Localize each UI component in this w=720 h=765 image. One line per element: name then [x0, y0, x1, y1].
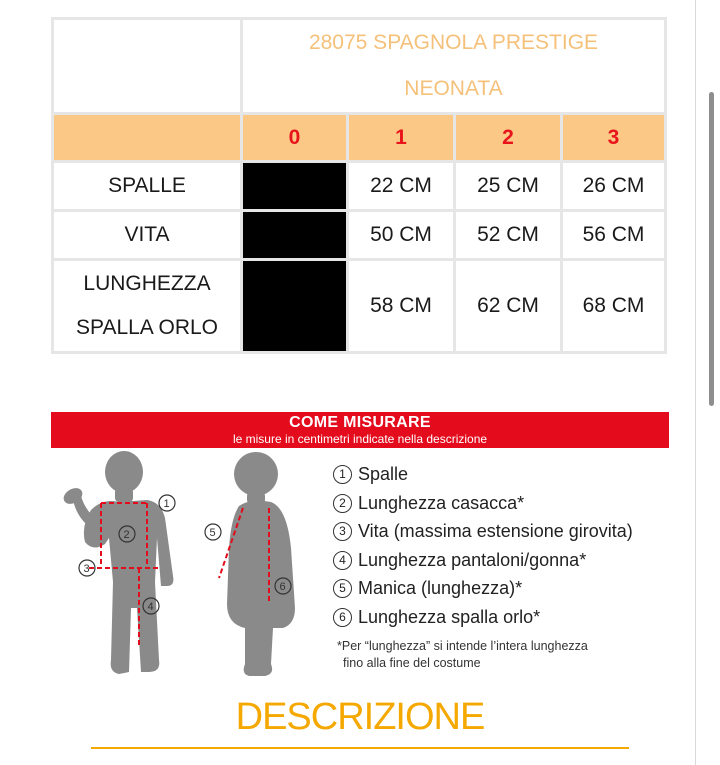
list-item [333, 603, 633, 632]
number-circle-icon: 3 [333, 522, 352, 541]
list-item [333, 574, 633, 603]
list-item [333, 460, 633, 489]
list-item-label: Manica (lunghezza)* [358, 578, 523, 598]
svg-text:5: 5 [209, 527, 216, 539]
svg-text:4: 4 [147, 601, 154, 613]
measure-list [333, 460, 633, 631]
description-divider [91, 747, 629, 749]
number-circle-icon: 6 [333, 608, 352, 627]
table-row [53, 260, 666, 353]
child-front-figure [61, 451, 174, 674]
table-title-row [53, 19, 666, 114]
table-cell: 25 CM [455, 162, 562, 211]
size-table [51, 17, 667, 354]
measurement-figures-illustration [51, 448, 311, 688]
size-header-0: 0 [242, 114, 348, 162]
table-cell: 62 CM [455, 260, 562, 353]
row-label-vita: VITA [53, 211, 242, 260]
row-label-lunghezza [53, 260, 242, 353]
description-heading: DESCRIZIONE [235, 696, 485, 738]
row-label-line-1: LUNGHEZZA [83, 272, 211, 295]
redacted-cell [242, 211, 348, 260]
number-circle-icon: 1 [333, 465, 352, 484]
table-cell: 22 CM [348, 162, 455, 211]
number-circle-icon: 4 [333, 551, 352, 570]
table-corner-cell [53, 19, 242, 114]
table-title-line-1: 28075 SPAGNOLA PRESTIGE [308, 31, 599, 54]
list-item-label: Vita (massima estensione girovita) [358, 521, 633, 541]
table-row [53, 211, 666, 260]
list-item-label: Lunghezza casacca* [358, 492, 525, 513]
table-title-line-2: NEONATA [404, 77, 503, 100]
svg-text:1: 1 [163, 498, 170, 510]
page-divider [695, 0, 696, 765]
table-cell: 58 CM [348, 260, 455, 353]
guide-footnote [337, 638, 667, 672]
table-cell: 26 CM [562, 162, 666, 211]
table-cell: 56 CM [562, 211, 666, 260]
list-item [333, 489, 633, 518]
svg-text:3: 3 [83, 563, 90, 575]
number-circle-icon: 5 [333, 579, 352, 598]
table-cell: 50 CM [348, 211, 455, 260]
table-cell: 68 CM [562, 260, 666, 353]
table-cell: 52 CM [455, 211, 562, 260]
size-header-1: 1 [348, 114, 455, 162]
guide-footnote-line-1: *Per “lunghezza” si intende l’intera lunghezza [337, 639, 588, 653]
measurement-guide [51, 412, 669, 690]
guide-title: COME MISURARE [289, 414, 431, 431]
list-item [333, 517, 633, 546]
redacted-cell [242, 162, 348, 211]
table-row [53, 162, 666, 211]
row-label-line-2: SPALLA ORLO [75, 316, 219, 339]
size-header-row [53, 114, 666, 162]
svg-text:2: 2 [123, 529, 130, 541]
guide-banner [51, 412, 669, 448]
scrollbar[interactable] [709, 92, 714, 406]
svg-text:6: 6 [279, 581, 286, 593]
size-header-3: 3 [562, 114, 666, 162]
row-label-spalle: SPALLE [53, 162, 242, 211]
redacted-cell [242, 260, 348, 353]
guide-subtitle: le misure in centimetri indicate nella descrizione [232, 432, 488, 446]
guide-footnote-line-2: fino alla fine del costume [343, 656, 481, 670]
list-item-label: Lunghezza pantaloni/gonna* [358, 549, 587, 570]
number-circle-icon: 2 [333, 494, 352, 513]
table-title [242, 19, 666, 114]
size-header-blank [53, 114, 242, 162]
list-item-label: Lunghezza spalla orlo* [358, 606, 541, 627]
child-side-figure [227, 452, 295, 676]
size-header-2: 2 [455, 114, 562, 162]
list-item [333, 546, 633, 575]
list-item-label: Spalle [358, 464, 409, 484]
